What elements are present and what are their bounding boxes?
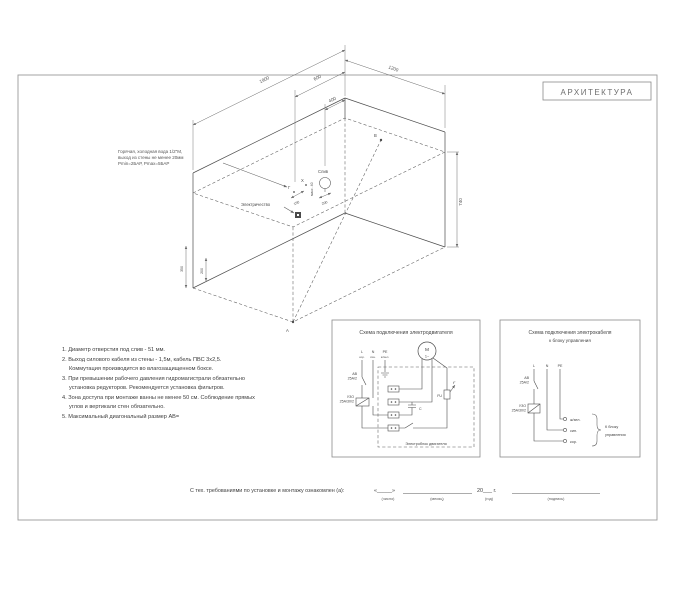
capacitor-label: С [419,407,422,411]
motor-leads [399,358,455,428]
dim-1200: 1200 [387,64,400,73]
signature-statement: С тех. требованиями по установке и монтажу ознакомлен (а): [190,488,345,494]
dimension-1200 [345,60,445,128]
capacitor-icon [399,402,416,415]
motor-enclosure [378,367,474,447]
outlet-icon-center [297,214,299,216]
label-PE: PE [382,350,388,354]
electricity-leader [284,207,294,213]
label-L2: L [533,364,535,368]
dim-400: 400 [327,95,337,104]
annotation-line2: выход из стены не менее 20мм [118,155,184,160]
wire-yg-label: ж/зел. [570,418,581,422]
annotation-leader [223,163,287,187]
diagonal-points [286,133,382,333]
motor-schematic [332,320,480,457]
fuse-label: FU [437,394,442,398]
motor-phase-label: 1~ [424,354,430,359]
sheet-border [18,75,657,520]
title-block [543,82,651,100]
dim-740: 740 [458,198,463,206]
label-PE2: PE [557,364,563,368]
note-3b: установка редукторов. Рекомендуется установка фильтров. [69,385,225,391]
motor-schematic-box [332,320,480,457]
signature-day-blank: «_____» [374,488,395,494]
thermal-label: t° [453,381,456,385]
label-N2: N [545,364,549,368]
hot-water-point [293,191,295,193]
rcd2-label-1: УЗО [518,404,526,408]
cable-schematic-title-1: Схема подключения электрокабеля [528,330,612,336]
dim-1900: 1900 [258,75,271,85]
motor-label: М [425,348,429,353]
label-drain: Слив [318,169,329,174]
note-5: 5. Максимальный диагональный размер АВ= [62,414,180,420]
label-L-color: кор. [359,355,365,359]
label-PE-color: ж/зел. [380,355,390,359]
brace [592,414,601,446]
dim-600: 600 [312,73,322,82]
ground-icon [381,373,389,377]
dimension-150 [291,191,304,206]
tub-volume-dashed [193,118,445,322]
dim-drain-200: 200 [321,200,329,206]
dim-150: 150 [293,200,301,207]
label-hot-water: Г [288,185,291,190]
signature-footer [190,488,600,501]
point-a-dot [292,321,294,323]
breaker-label-1: АВ [352,372,357,376]
breaker2-label-2: 25А/2 [519,380,529,385]
year-blank: 20___ г. [477,488,497,494]
notes-list [62,347,255,420]
rcd-label-1: УЗО [346,395,354,399]
note-1: 1. Диаметр отверстия под слив - 51 мм. [62,347,165,353]
motor-schematic-title: Схема подключения электродвигателя [359,330,453,336]
dimension-200 [200,258,206,281]
note-2: 2. Выход силового кабеля из стены - 1,5м, кабель ПВС 3х2,5. [62,357,222,363]
label-max40: макс. 40 [310,182,314,196]
dest-label-1: К блоку [605,425,619,429]
label-electricity: Электричество [241,202,271,207]
annotation-line1: Горячая, холодная вода 1/2"М, [118,149,183,154]
point-b-dot [380,139,382,141]
breaker2-label-1: АВ [524,376,529,380]
note-4b: углов и вертикали стен обязательно. [69,404,165,410]
note-3: 3. При превышении рабочего давления гидромагистрали обязательно [62,376,246,382]
note-4: 4. Зона доступа при монтаже ванны не менее 50 см. Соблюдение прямых [62,395,255,401]
isometric-drawing [118,45,463,333]
drain-circle [320,178,331,189]
label-cold-water: Х [301,178,304,183]
rcd2-label-2: 25А/30/2 [511,408,526,413]
point-a-label: А [286,328,289,333]
dimension-350 [180,246,186,288]
fuse-icon [444,390,450,399]
label-L: L [361,350,363,354]
motor-wiring [356,360,389,428]
cold-water-point [305,184,307,186]
rcd-label-2: 25А/30/2 [339,399,354,404]
label-N-color: син. [370,355,376,359]
month-label: (месяц) [430,497,444,501]
wire-brown-label: кор. [570,440,577,444]
annotation-line3: Pmin=2БАР, Pmax=5БАР [118,161,170,166]
day-label: (число) [381,497,395,501]
cable-wiring [528,369,567,443]
dimension-740 [447,152,463,247]
cable-schematic-title-2: к блоку управления [549,338,591,343]
wire-blue-label: син. [570,429,578,433]
title-block-label: АРХИТЕКТУРА [560,88,634,97]
note-2b: Коммутация производится во влагозащищенном боксе. [69,366,214,372]
wall-edges [193,95,445,288]
year-label: (год) [484,497,494,501]
dimension-600 [295,72,345,182]
enclosure-label: Электроблок двигателя [405,442,447,446]
dest-label-2: управления [605,433,626,437]
wall-features [241,169,331,218]
label-N: N [371,350,375,354]
terminal-blocks [388,386,399,431]
motor-icon [418,342,436,360]
dimension-1900 [193,45,345,170]
breaker-label-2: 25А/2 [347,376,357,381]
dim-200: 200 [200,268,204,274]
thermal-arrow [450,385,455,392]
switch-and-lead [399,399,447,428]
point-b-label: В [374,133,377,138]
dim-350: 350 [180,266,184,272]
cable-schematic [500,320,640,457]
sign-label: (подпись) [547,497,565,501]
